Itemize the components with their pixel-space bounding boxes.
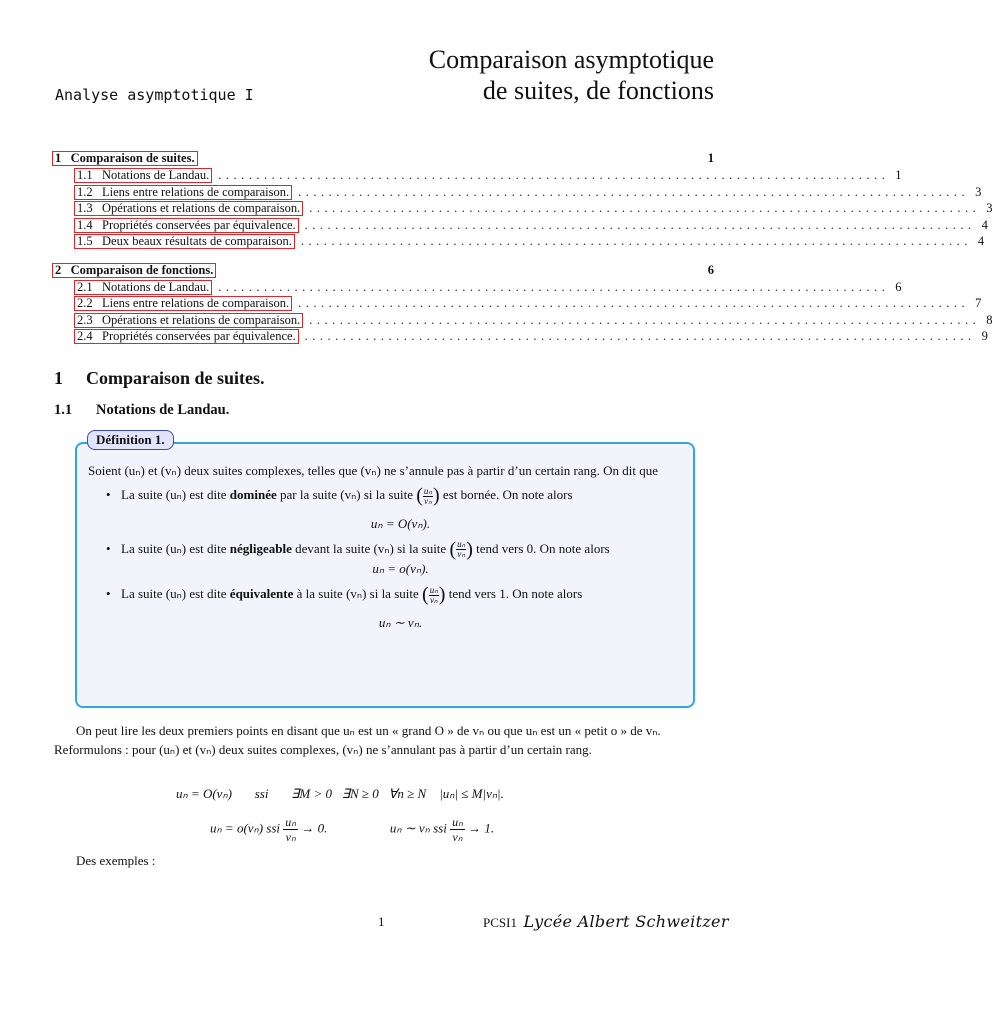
toc-section-link[interactable]: 2 Comparaison de fonctions. bbox=[52, 263, 216, 278]
definition-bullet-equivalente: • La suite (uₙ) est dite équivalente à la suite (vₙ) si la suite ( $\frac{\text{uₙ}}{\text{vₙ}}$ ) tend vers 1. On note alors uₙ ∼ vₙ. bbox=[88, 584, 680, 632]
toc-leader: ........................................................................................ bbox=[304, 329, 976, 343]
equation-petit-o: uₙ = o(vₙ) ssi bbox=[210, 820, 281, 836]
title-line-1: Comparaison asymptotique bbox=[428, 45, 714, 74]
toc-section-link[interactable]: 1 Comparaison de suites. bbox=[52, 151, 198, 166]
toc-leader: ........................................................................................ bbox=[309, 312, 981, 327]
toc-item[interactable]: 1.4 Propriétés conservées par équivalence. ........................................................................................ 4 bbox=[52, 218, 714, 235]
document-title bbox=[429, 44, 714, 106]
title-line-2: de suites, de fonctions bbox=[482, 76, 714, 105]
fraction: $\frac{\text{uₙ}}{\text{vₙ}}$ bbox=[429, 584, 438, 605]
subsection-heading: 1.1 Notations de Landau. bbox=[54, 402, 230, 418]
math-display: uₙ = o(vₙ). bbox=[372, 561, 429, 577]
table-of-contents bbox=[52, 151, 992, 358]
toc-item[interactable]: 1.1 Notations de Landau. ........................................................................................ 1 bbox=[52, 168, 714, 185]
definition-tag: Définition 1. bbox=[87, 430, 174, 450]
toc-item[interactable]: 2.1 Notations de Landau. ........................................................................................ 6 bbox=[52, 280, 714, 297]
toc-page-number: 1 bbox=[707, 151, 714, 165]
toc-leader: ........................................................................................ bbox=[298, 184, 970, 199]
definition-bullet-negligeable: • La suite (uₙ) est dite négligeable devant la suite (vₙ) si la suite ( $\frac{\text{uₙ}}{\text{vₙ}}$ ) tend vers 0. On note alors uₙ = o(vₙ). bbox=[88, 539, 680, 579]
toc-leader: ........................................................................................ bbox=[304, 217, 976, 232]
toc-item[interactable]: 2.3 Opérations et relations de comparaison. ........................................................................................ 8 bbox=[52, 313, 714, 330]
toc-item[interactable]: 2.4 Propriétés conservées par équivalence. ........................................................................................ 9 bbox=[52, 329, 714, 346]
toc-leader: ........................................................................................ bbox=[218, 168, 890, 182]
section-heading: 1 Comparaison de suites. bbox=[54, 368, 265, 388]
toc-page-number: 6 bbox=[707, 262, 714, 277]
math-display: uₙ = O(vₙ). bbox=[370, 515, 431, 531]
equation-row: uₙ = o(vₙ) ssi $\frac{\text{uₙ}}{\text{vₙ}}$ → 0. uₙ ∼ vₙ ssi $\frac{\text{uₙ}}{\text{vₙ}}$ → 1. bbox=[210, 815, 495, 844]
toc-section-2[interactable] bbox=[52, 263, 714, 280]
toc-section-1[interactable] bbox=[52, 151, 714, 168]
definition-body bbox=[88, 461, 680, 638]
footer-page-number: 1 bbox=[378, 914, 385, 929]
toc-leader: ........................................................................................ bbox=[300, 234, 972, 248]
toc-item[interactable]: 2.2 Liens entre relations de comparaison. ........................................................................................ 7 bbox=[52, 296, 714, 313]
body-paragraph: On peut lire les deux premiers points en disant que uₙ est un « grand O » de vₙ ou que uₙ est un « petit o » de vₙ. Reformulons : pour (uₙ) et (vₙ) deux suites complexes, (vₙ) ne s’annulant pas à partir d’un certain rang. bbox=[54, 723, 661, 757]
toc-leader: ........................................................................................ bbox=[298, 296, 970, 310]
toc-leader: ........................................................................................ bbox=[309, 201, 981, 215]
fraction: $\frac{\text{uₙ}}{\text{vₙ}}$ bbox=[452, 815, 463, 844]
toc-item[interactable]: 1.2 Liens entre relations de comparaison. ........................................................................................ 3 bbox=[52, 185, 714, 202]
fraction: $\frac{\text{uₙ}}{\text{vₙ}}$ bbox=[423, 485, 432, 506]
toc-leader: ........................................................................................ bbox=[218, 279, 890, 294]
equation-grand-o: uₙ = O(vₙ) ssi ∃M > 0 ∃N ≥ 0 ∀n ≥ N |uₙ| ≤ M|vₙ|. bbox=[176, 786, 504, 801]
examples-label: Des exemples : bbox=[76, 853, 156, 868]
toc-item[interactable]: 1.5 Deux beaux résultats de comparaison. ........................................................................................ 4 bbox=[52, 234, 714, 251]
toc-group-2 bbox=[52, 262, 992, 346]
toc-item[interactable]: 1.3 Opérations et relations de comparaison. ........................................................................................ 3 bbox=[52, 201, 714, 218]
definition-intro: Soient (uₙ) et (vₙ) deux suites complexes, telles que (vₙ) ne s’annule pas à partir d’un certain rang. On dit que bbox=[88, 463, 659, 478]
math-display: uₙ ∼ vₙ. bbox=[378, 614, 423, 630]
fraction: $\frac{\text{uₙ}}{\text{vₙ}}$ bbox=[285, 815, 297, 844]
toc-group-1 bbox=[52, 151, 992, 251]
definition-bullet-dominee: • La suite (uₙ) est dite dominée par la suite (vₙ) si la suite ( $\frac{\text{uₙ}}{\text{vₙ}}$ ) est bornée. On note alors uₙ = O(vₙ). bbox=[88, 485, 680, 533]
footer-school: PCSI1 Lycée Albert Schweitzer bbox=[483, 912, 729, 931]
course-name: Analyse asymptotique I bbox=[55, 86, 254, 104]
equation-equivalent: uₙ ∼ vₙ ssi bbox=[389, 820, 447, 836]
fraction: $\frac{\text{uₙ}}{\text{vₙ}}$ bbox=[457, 539, 466, 560]
